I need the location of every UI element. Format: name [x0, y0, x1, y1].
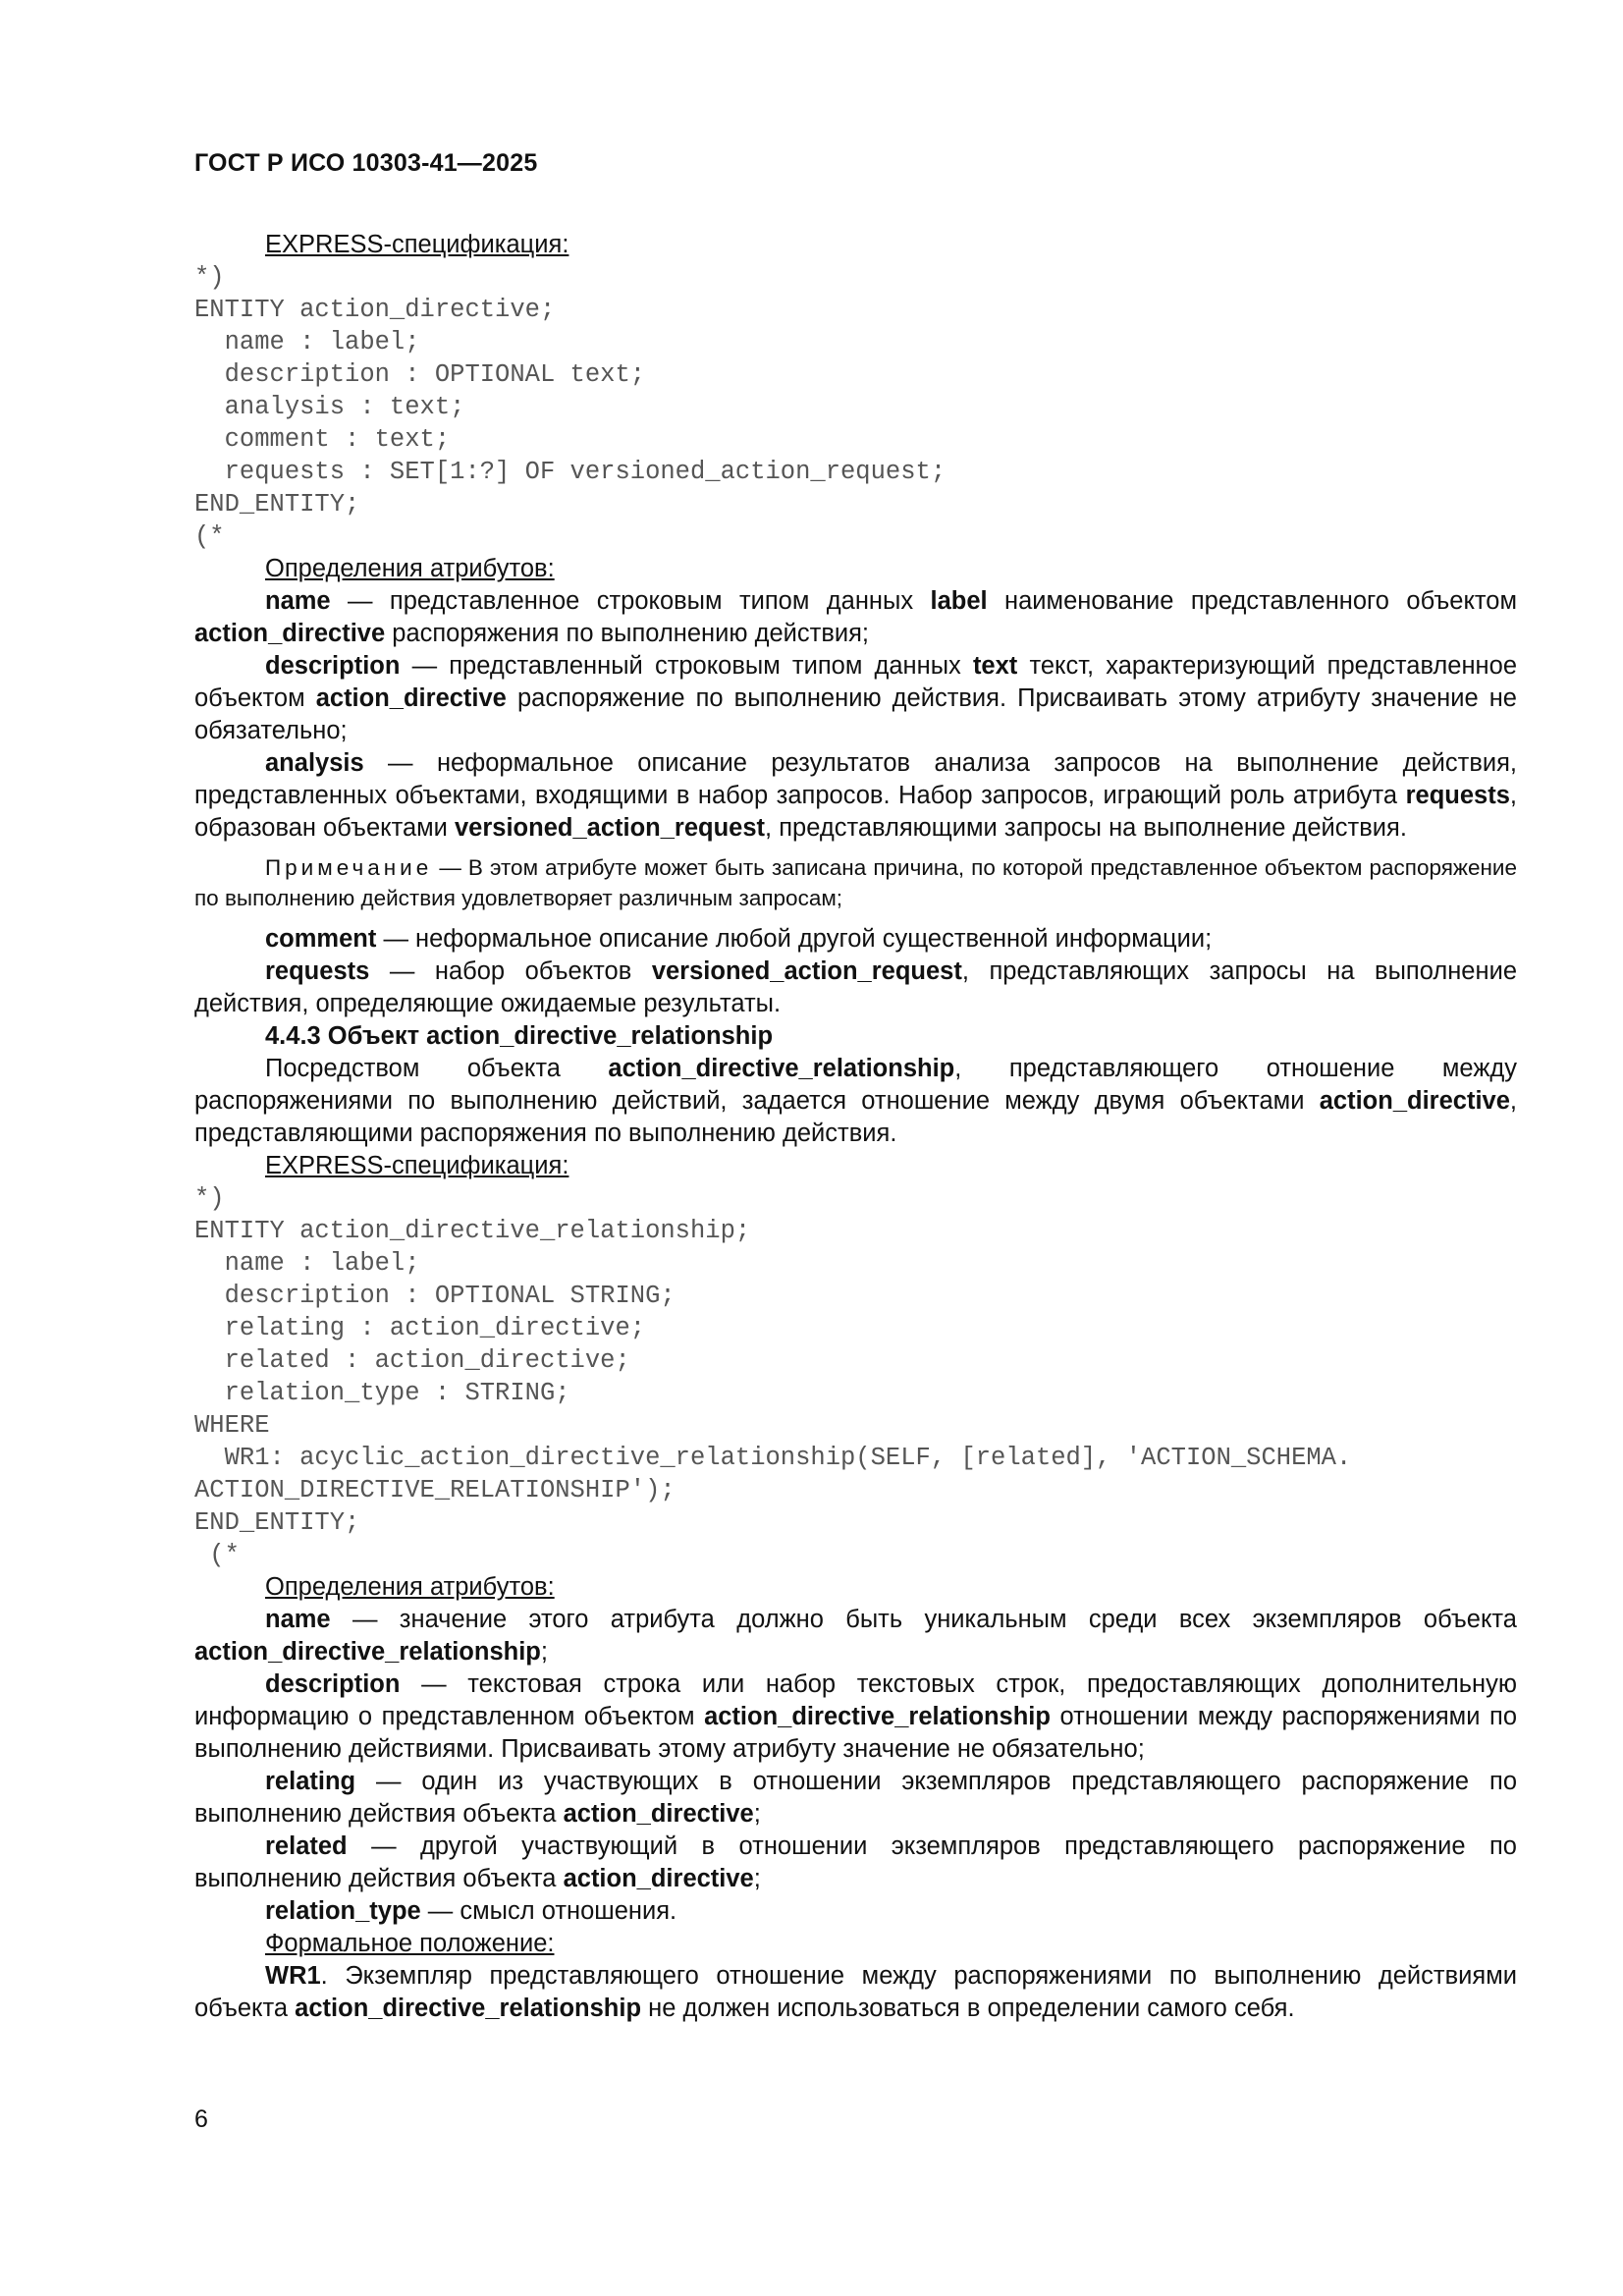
- note-paragraph: Примечание — В этом атрибуте может быть записана причина, по которой представленное объектом распоряжение по выполнению действия удовлетворяет различным запросам;: [194, 855, 1517, 910]
- section-intro: Посредством объекта action_directive_relationship, представляющего отношение между распоряжениями по выполнению действий, задается отношение между двумя объектами action_directive, представляющими распоряжения по выполнению действия.: [194, 1055, 1518, 1147]
- definition-description-2: description — текстовая строка или набор текстовых строк, предоставляющих дополнительную информацию о представленном объектом action_directive_relationship отношении между распоряжениями по выполнению действиями. Присваивать этому атрибуту значение не обязательно;: [194, 1670, 1517, 1763]
- definition-relation-type: relation_type — смысл отношения.: [265, 1897, 677, 1925]
- definition-name: name — представленное строковым типом данных label наименование представленного объектом action_directive распоряжения по выполнению действия;: [194, 587, 1517, 647]
- express-spec-label: EXPRESS-спецификация:: [265, 231, 569, 258]
- attribute-definitions-label: Определения атрибутов:: [265, 555, 555, 582]
- definition-name-2: name — значение этого атрибута должно быть уникальным среди всех экземпляров объекта action_directive_relationship;: [194, 1606, 1517, 1666]
- definition-requests: requests — набор объектов versioned_action_request, представляющих запросы на выполнение действия, определяющие ожидаемые результаты.: [194, 957, 1517, 1017]
- definition-relating: relating — один из участвующих в отношении экземпляров представляющего распоряжение по выполнению действия объекта action_directive;: [194, 1768, 1517, 1828]
- document-header: ГОСТ Р ИСО 10303-41—2025: [194, 149, 538, 177]
- wr1-rule: WR1. Экземпляр представляющего отношение между распоряжениями по выполнению действиями объекта action_directive_relationship не должен использоваться в определении самого себя.: [194, 1962, 1517, 2022]
- express-code-block-1: *) ENTITY action_directive; name : label; description : OPTIONAL text; analysis : text; comment : text; requests : SET[1:?] OF versioned_action_request; END_ENTITY; (*: [194, 263, 947, 551]
- definition-description: description — представленный строковым типом данных text текст, характеризующий представленное объектом action_directive распоряжение по выполнению действия. Присваивать этому атрибуту значение не обязательно;: [194, 652, 1517, 744]
- express-spec-label-2: EXPRESS-спецификация:: [265, 1152, 569, 1179]
- section-heading: 4.4.3 Объект action_directive_relationship: [265, 1022, 774, 1050]
- document-body: [194, 229, 1517, 2025]
- attribute-definitions-label-2: Определения атрибутов:: [265, 1573, 555, 1601]
- page-number: 6: [194, 2105, 208, 2133]
- definition-related: related — другой участвующий в отношении экземпляров представляющего распоряжение по выполнению действия объекта action_directive;: [194, 1832, 1517, 1892]
- definition-comment: comment — неформальное описание любой другой существенной информации;: [265, 925, 1213, 953]
- definition-analysis: analysis — неформальное описание результатов анализа запросов на выполнение действия, представленных объектами, входящими в набор запросов. Набор запросов, играющий роль атрибута requests, образован объектами versioned_action_request, представляющими запросы на выполнение действия.: [194, 749, 1517, 842]
- express-code-block-2: *) ENTITY action_directive_relationship; name : label; description : OPTIONAL STRING; relating : action_directive; related : action_directive; relation_type : STRING; WHERE WR1: acyclic_action_directive_relationship(SELF, [related], 'ACTION_SCHEMA. ACTION_DIRECTIVE_RELATIONSHIP'); END_ENTITY; (*: [194, 1184, 1352, 1569]
- formal-proposition-label: Формальное положение:: [265, 1930, 555, 1957]
